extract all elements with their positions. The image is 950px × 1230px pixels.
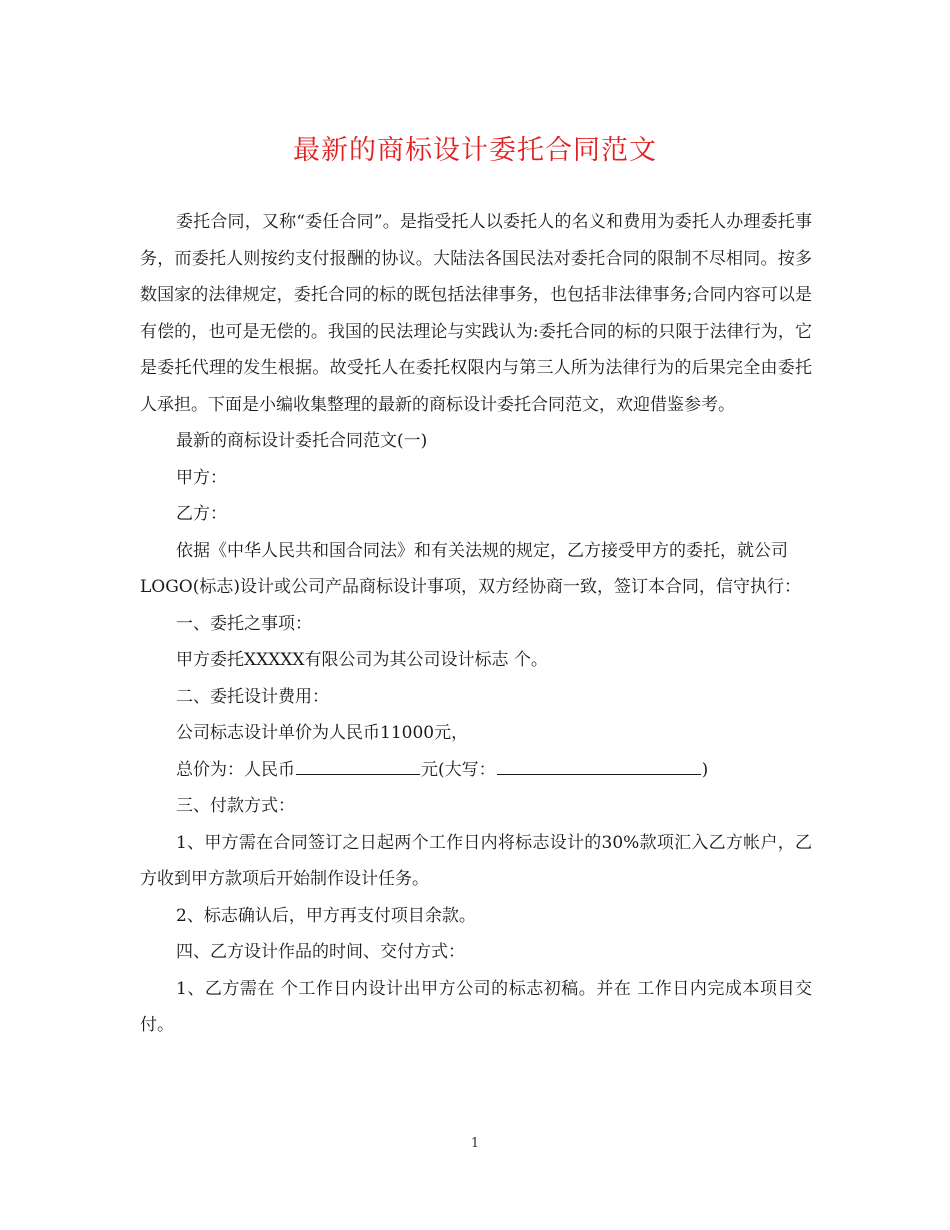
total-prefix: 总价为：人民币: [176, 759, 295, 780]
clause3-heading: 三、付款方式：: [176, 796, 295, 816]
clause1-text: 甲方委托XXXXX有限公司为其公司设计标志 个。: [176, 650, 548, 670]
clause1-heading: 一、委托之事项：: [176, 613, 312, 634]
total-uppercase-blank: [497, 756, 701, 775]
clause4-heading: 四、乙方设计作品的时间、交付方式：: [176, 942, 465, 962]
document-title: 最新的商标设计委托合同范文: [293, 135, 657, 166]
total-amount-blank: [296, 756, 420, 775]
clause4-item1: 1、乙方需在 个工作日内设计出甲方公司的标志初稿。并在 工作日内完成本项目交付。: [140, 978, 812, 1035]
clause3-item1: 1、甲方需在合同签订之日起两个工作日内将标志设计的30%款项汇入乙方帐户，乙方收到甲方款项后开始制作设计任务。: [140, 832, 812, 889]
clause3-item2: 2、标志确认后，甲方再支付项目余款。: [176, 905, 476, 926]
total-middle: 元(大写：: [421, 759, 496, 780]
document-body: [140, 204, 812, 1044]
section-heading: 最新的商标设计委托合同范文(一): [176, 431, 428, 451]
page-number: 1: [470, 1136, 480, 1151]
intro-paragraph: 委托合同，又称“委任合同”。是指受托人以委托人的名义和费用为委托人办理委托事务，而委托人则按约支付报酬的协议。大陆法各国民法对委托合同的限制不尽相同。按多数国家的法律规定，委托合同的标的既包括法律事务，也包括非法律事务;合同内容可以是有偿的，也可是无偿的。我国的民法理论与实践认为:委托合同的标的只限于法律行为，它是委托代理的发生根据。故受托人在委托权限内与第三人所为法律行为的后果完全由委托人承担。下面是小编收集整理的最新的商标设计委托合同范文，欢迎借鉴参考。: [140, 212, 812, 415]
total-price-line: [140, 752, 812, 789]
clause2-heading: 二、委托设计费用：: [176, 686, 329, 707]
basis-paragraph: 依据《中华人民共和国合同法》和有关法规的规定，乙方接受甲方的委托，就公司LOGO(标志)设计或公司产品商标设计事项，双方经协商一致，签订本合同，信守执行：: [140, 540, 802, 597]
party-b-line: 乙方：: [176, 504, 227, 524]
total-suffix: ): [701, 759, 709, 780]
party-a-line: 甲方：: [176, 467, 227, 488]
clause2-price: 公司标志设计单价为人民币11000元，: [176, 723, 469, 743]
